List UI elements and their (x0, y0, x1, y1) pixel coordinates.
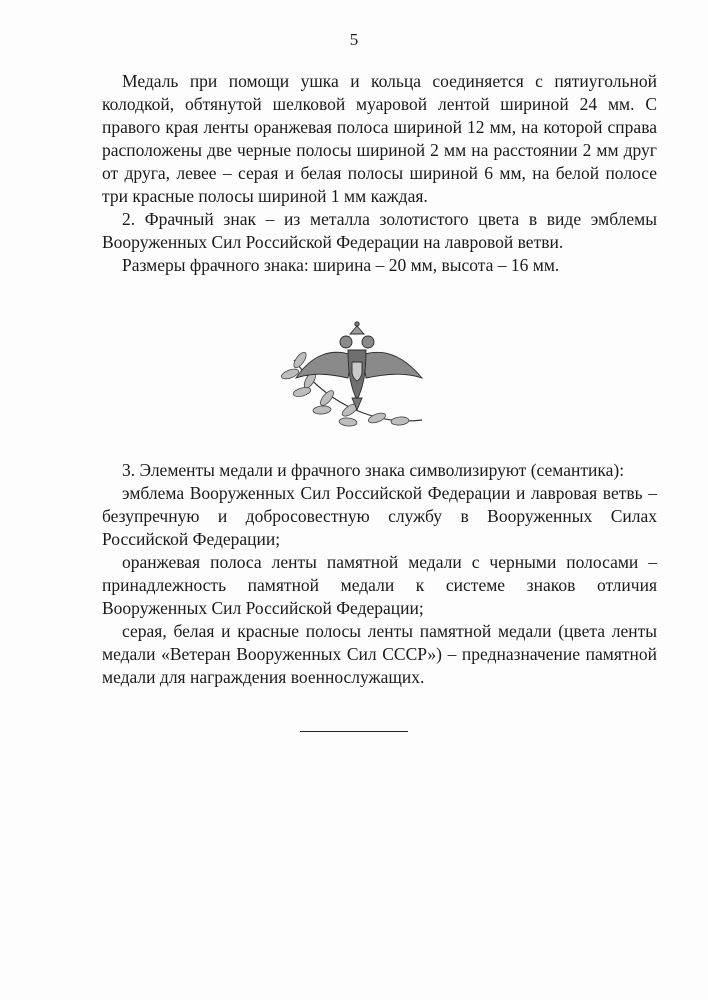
paragraph-grey-white-red-meaning: серая, белая и красные полосы ленты памятной медали (цвета ленты медали «Ветеран Вооруженных Сил СССР») – предназначение памятной медали для награждения военнослужащих. (102, 621, 657, 687)
paragraph-dress-badge: 2. Фрачный знак – из металла золотистого цвета в виде эмблемы Вооруженных Сил Российской Федерации на лавровой ветви. (102, 209, 657, 252)
page-number: 5 (349, 30, 359, 49)
paragraph-orange-stripe-meaning: оранжевая полоса ленты памятной медали с черными полосами – принадлежность памятной медали к системе знаков отличия Вооруженных Сил Российской Федерации; (102, 552, 657, 618)
paragraph-semantics-heading: 3. Элементы медали и фрачного знака символизируют (семантика): (122, 460, 625, 480)
semantics-section (102, 459, 657, 689)
paragraph-badge-dimensions: Размеры фрачного знака: ширина – 20 мм, высота – 16 мм. (122, 255, 560, 275)
medal-description-section (102, 70, 657, 277)
laurel-eagle-emblem-icon (272, 320, 442, 435)
end-separator-line (300, 731, 408, 732)
paragraph-ribbon-description: Медаль при помощи ушка и кольца соединяется с пятиугольной колодкой, обтянутой шелковой муаровой лентой шириной 24 мм. С правого края ленты оранжевая полоса шириной 12 мм, на которой справа расположены две черные полосы шириной 2 мм на расстоянии 2 мм друг от друга, левее – серая и белая полосы шириной 6 мм, на белой полосе три красные полосы шириной 1 мм каждая. (102, 71, 657, 206)
paragraph-emblem-meaning: эмблема Вооруженных Сил Российской Федерации и лавровая ветвь – безупречную и добросовестную службу в Вооруженных Силах Российской Федерации; (102, 483, 657, 549)
